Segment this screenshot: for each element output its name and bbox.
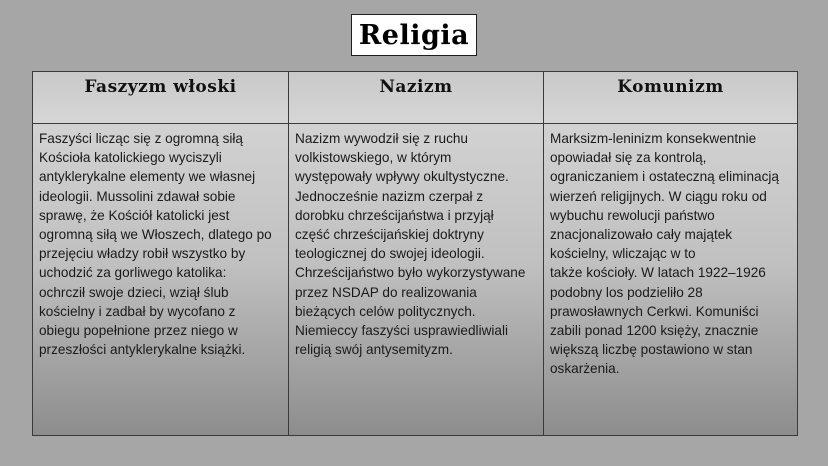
header-cell-komunizm: [544, 72, 797, 124]
body-cell-faszyzm: [33, 124, 289, 435]
cell-text: Marksizm-leninizm konsekwentnie opowiadał się za kontrolą, ograniczaniem i ostateczną eliminacją wierzeń religijnych. W ciągu roku od wybuchu rewolucji państwo znacjonalizowało cały majątek kościelny, wliczając w to także kościoły. W latach 1922–1926 podobny los podzieliło 28 prawosławnych Cerkwi. Komuniści zabili ponad 1200 księży, znacznie większą liczbę postawiono w stan oskarżenia.: [550, 131, 779, 377]
body-cell-nazizm: [289, 124, 544, 435]
column-header: Nazizm: [379, 77, 453, 97]
page-title: Religia: [358, 19, 470, 51]
column-header: Faszyzm włoski: [84, 77, 237, 97]
header-cell-nazizm: [289, 72, 544, 124]
comparison-table: [32, 71, 798, 436]
title-box: [351, 14, 477, 56]
cell-text: Faszyści licząc się z ogromną siłą Kościoła katolickiego wyciszyli antyklerykalne elementy we własnej ideologii. Mussolini zdawał sobie sprawę, że Kościół katolicki jest ogromną siłą we Włoszech, dlatego po przejęciu władzy robił wszystko by uchodzić za gorliwego katolika: ochrcził swoje dzieci, wziął ślub kościelny i zadbał by wycofano z obiegu popełnione przez niego w przeszłości antyklerykalne książki.: [39, 131, 272, 358]
column-header: Komunizm: [617, 77, 724, 97]
cell-text: Nazizm wywodził się z ruchu volkistowskiego, w którym występowały wpływy okultystyczne. Jednocześnie nazizm czerpał z dorobku chrześcijaństwa i przyjął część chrześcijańskiej doktryny teologicznej do swojej ideologii. Chrześcijaństwo było wykorzystywane przez NSDAP do realizowania bieżących celów politycznych. Niemieccy faszyści usprawiedliwiali religią swój antysemityzm.: [295, 131, 526, 358]
body-cell-komunizm: [544, 124, 797, 435]
header-cell-faszyzm: [33, 72, 289, 124]
